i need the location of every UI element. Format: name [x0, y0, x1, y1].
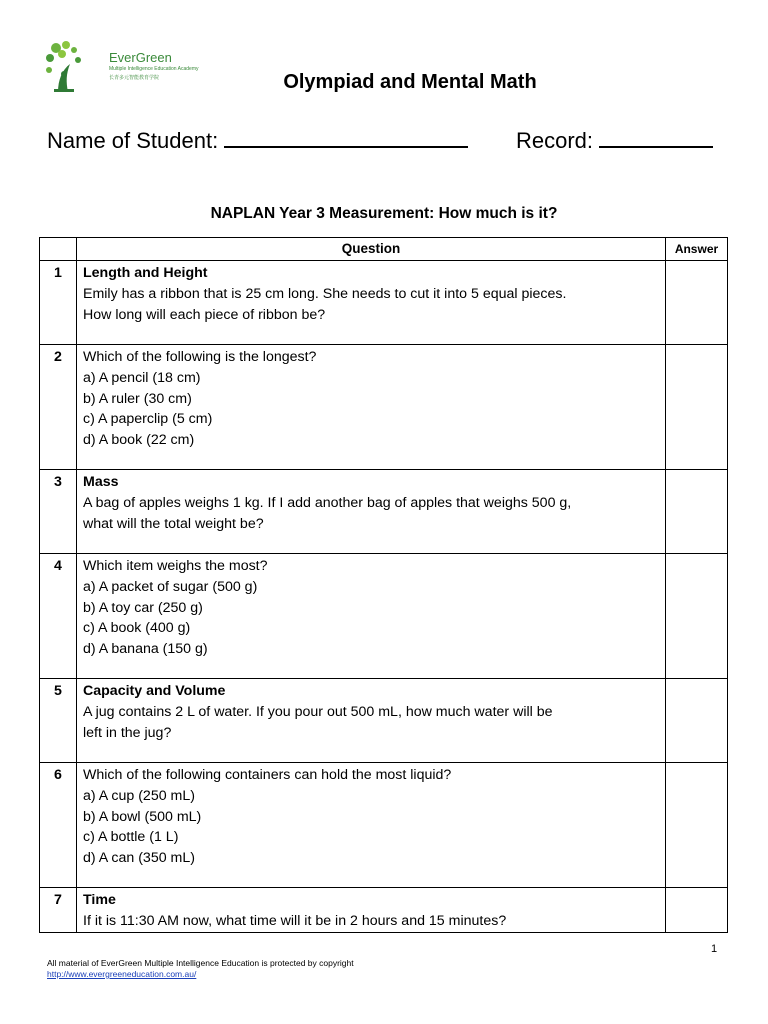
- record-label: Record:: [516, 128, 594, 153]
- question-topic-heading: Length and Height: [83, 265, 208, 281]
- question-text-cell: [77, 345, 666, 470]
- answer-cell[interactable]: [666, 261, 728, 345]
- student-name-label: Name of Student:: [47, 128, 219, 153]
- question-line: Which of the following containers can hold the most liquid?: [83, 767, 452, 783]
- question-row: [40, 554, 728, 679]
- record-blank[interactable]: [599, 128, 713, 148]
- answer-cell[interactable]: [666, 554, 728, 679]
- question-row: [40, 679, 728, 763]
- question-text-cell: [77, 261, 666, 345]
- question-line: c) A bottle (1 L): [83, 829, 179, 846]
- question-number: 5: [40, 679, 77, 763]
- copyright-notice: All material of EverGreen Multiple Intelligence Education is protected by copyright: [47, 958, 354, 968]
- question-line: left in the jug?: [83, 724, 172, 741]
- question-line: c) A paperclip (5 cm): [83, 411, 213, 428]
- questions-table: [39, 237, 728, 933]
- question-line: Which item weighs the most?: [83, 558, 268, 574]
- question-number: 1: [40, 261, 77, 345]
- answer-cell[interactable]: [666, 679, 728, 763]
- question-line: what will the total weight be?: [83, 515, 264, 532]
- question-text-cell: [77, 470, 666, 554]
- question-column-header: Question: [77, 238, 666, 261]
- question-number: 2: [40, 345, 77, 470]
- question-line: a) A pencil (18 cm): [83, 369, 201, 386]
- answer-cell[interactable]: [666, 470, 728, 554]
- question-text-cell: [77, 679, 666, 763]
- question-line: How long will each piece of ribbon be?: [83, 306, 326, 323]
- question-line: c) A book (400 g): [83, 620, 191, 637]
- question-row: [40, 345, 728, 470]
- question-line: A jug contains 2 L of water. If you pour out 500 mL, how much water will be: [83, 703, 553, 720]
- logo-brand-name: EverGreen: [109, 50, 172, 65]
- question-topic-heading: Capacity and Volume: [83, 683, 226, 699]
- question-line: a) A packet of sugar (500 g): [83, 578, 258, 595]
- page-number: 1: [711, 943, 718, 955]
- logo-tagline: Multiple Intelligence Education Academy: [109, 66, 199, 72]
- question-row: [40, 470, 728, 554]
- question-number: 6: [40, 763, 77, 888]
- question-number: 7: [40, 888, 77, 933]
- question-line: b) A toy car (250 g): [83, 599, 203, 616]
- question-line: d) A can (350 mL): [83, 850, 195, 867]
- question-line: Which of the following is the longest?: [83, 349, 317, 365]
- question-topic-heading: Mass: [83, 474, 119, 490]
- student-name-field[interactable]: [47, 128, 468, 154]
- question-number: 4: [40, 554, 77, 679]
- table-header-row: [40, 238, 728, 261]
- question-text-cell: [77, 888, 666, 933]
- question-row: [40, 261, 728, 345]
- number-column-header: [40, 238, 77, 261]
- answer-cell[interactable]: [666, 763, 728, 888]
- question-line: d) A book (22 cm): [83, 432, 195, 449]
- answer-cell[interactable]: [666, 345, 728, 470]
- question-text-cell: [77, 554, 666, 679]
- question-row: [40, 763, 728, 888]
- record-field[interactable]: [516, 128, 713, 154]
- student-name-blank[interactable]: [224, 128, 468, 148]
- questions-body: [40, 261, 728, 933]
- question-line: Emily has a ribbon that is 25 cm long. She needs to cut it into 5 equal pieces.: [83, 285, 567, 302]
- question-line: d) A banana (150 g): [83, 641, 208, 658]
- worksheet-subtitle: NAPLAN Year 3 Measurement: How much is it?: [210, 205, 558, 222]
- question-line: a) A cup (250 mL): [83, 787, 195, 804]
- answer-column-header: Answer: [666, 238, 728, 261]
- question-row: [40, 888, 728, 933]
- page-title: Olympiad and Mental Math: [283, 71, 537, 93]
- question-text-cell: [77, 763, 666, 888]
- question-line: b) A ruler (30 cm): [83, 390, 192, 407]
- question-number: 3: [40, 470, 77, 554]
- logo-chinese-name: 长青多元智能教育学院: [109, 75, 160, 81]
- question-topic-heading: Time: [83, 892, 116, 908]
- website-link[interactable]: http://www.evergreeneducation.com.au/: [47, 969, 197, 979]
- answer-cell[interactable]: [666, 888, 728, 933]
- question-line: b) A bowl (500 mL): [83, 808, 202, 825]
- question-line: If it is 11:30 AM now, what time will it be in 2 hours and 15 minutes?: [83, 912, 507, 929]
- question-line: A bag of apples weighs 1 kg. If I add another bag of apples that weighs 500 g,: [83, 494, 572, 511]
